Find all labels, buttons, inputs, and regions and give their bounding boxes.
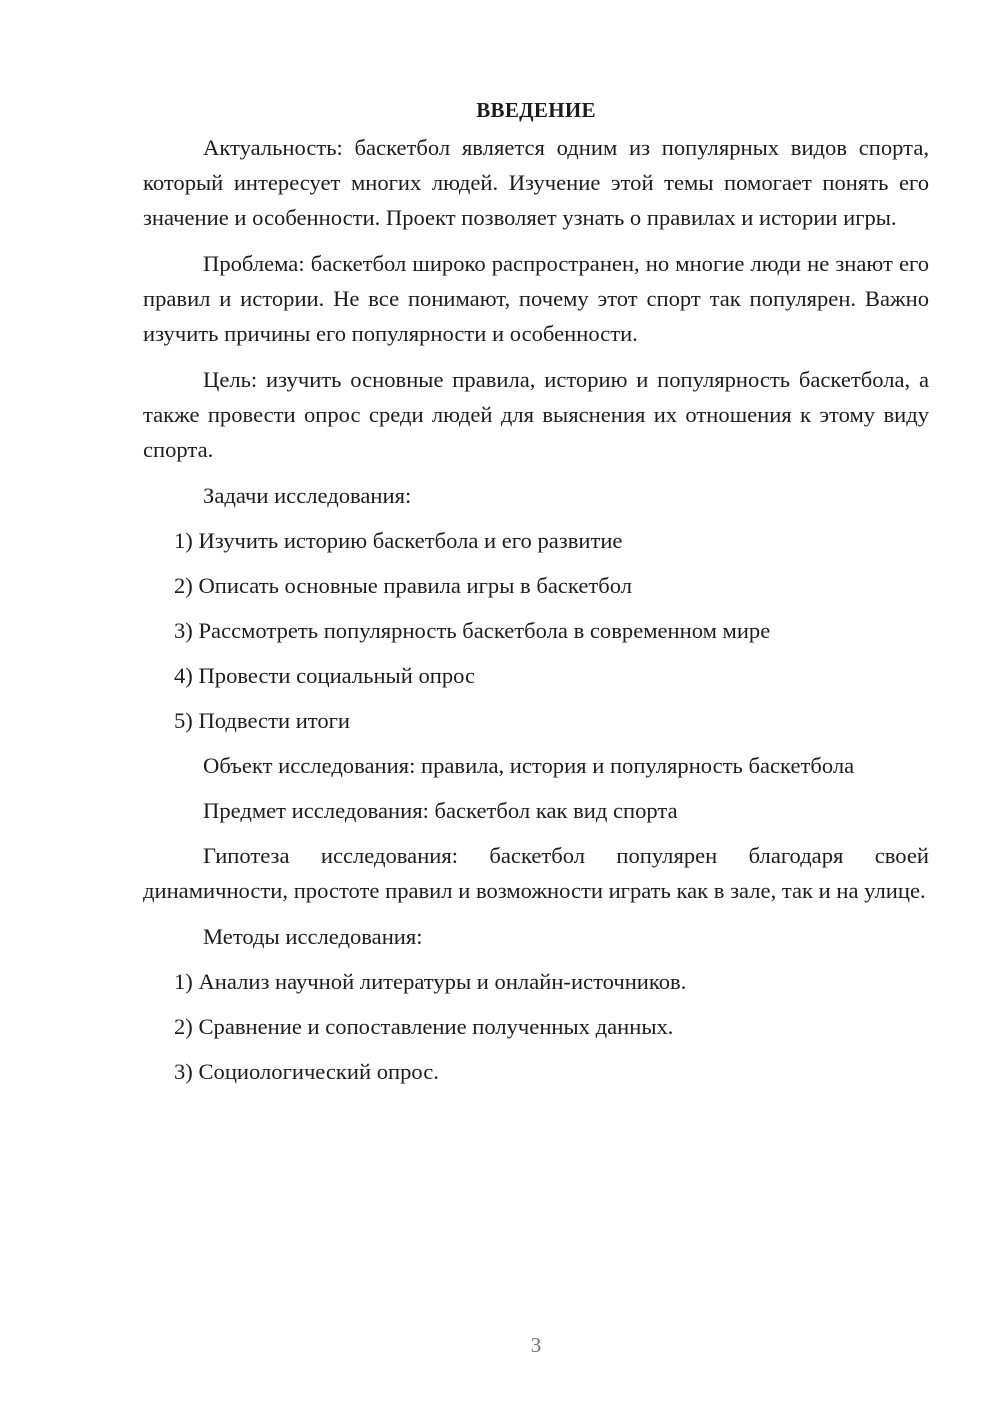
task-item: 1) Изучить историю баскетбола и его развитие — [174, 528, 623, 553]
page-content — [143, 93, 929, 1099]
task-item: 4) Провести социальный опрос — [174, 663, 476, 688]
hypothesis-paragraph: Гипотеза исследования: баскетбол популярен благодаря своей динамичности, простоте правил и возможности играть как в зале, так и на улице. — [143, 843, 929, 903]
tasks-intro: Задачи исследования: — [203, 483, 412, 508]
methods-intro: Методы исследования: — [203, 924, 423, 949]
goal-paragraph: Цель: изучить основные правила, историю и популярность баскетбола, а также провести опрос среди людей для выяснения их отношения к этому виду спорта. — [143, 367, 929, 462]
method-item: 3) Социологический опрос. — [174, 1059, 439, 1084]
problem-paragraph: Проблема: баскетбол широко распространен, но многие люди не знают его правил и истории. Не все понимают, почему этот спорт так популярен. Важно изучить причины его популярности и особенности. — [143, 251, 929, 346]
object-paragraph: Объект исследования: правила, история и популярность баскетбола — [203, 753, 855, 778]
task-item: 3) Рассмотреть популярность баскетбола в современном мире — [174, 618, 771, 643]
task-item: 5) Подвести итоги — [174, 708, 351, 733]
method-item: 2) Сравнение и сопоставление полученных данных. — [174, 1014, 674, 1039]
relevance-paragraph: Актуальность: баскетбол является одним из популярных видов спорта, который интересует многих людей. Изучение этой темы помогает понять его значение и особенности. Проект позволяет узнать о правилах и истории игры. — [143, 135, 929, 230]
method-item: 1) Анализ научной литературы и онлайн-источников. — [174, 969, 687, 994]
section-heading: ВВЕДЕНИЕ — [476, 98, 596, 122]
page-number: 3 — [530, 1333, 542, 1357]
task-item: 2) Описать основные правила игры в баскетбол — [174, 573, 632, 598]
subject-paragraph: Предмет исследования: баскетбол как вид спорта — [203, 798, 678, 823]
